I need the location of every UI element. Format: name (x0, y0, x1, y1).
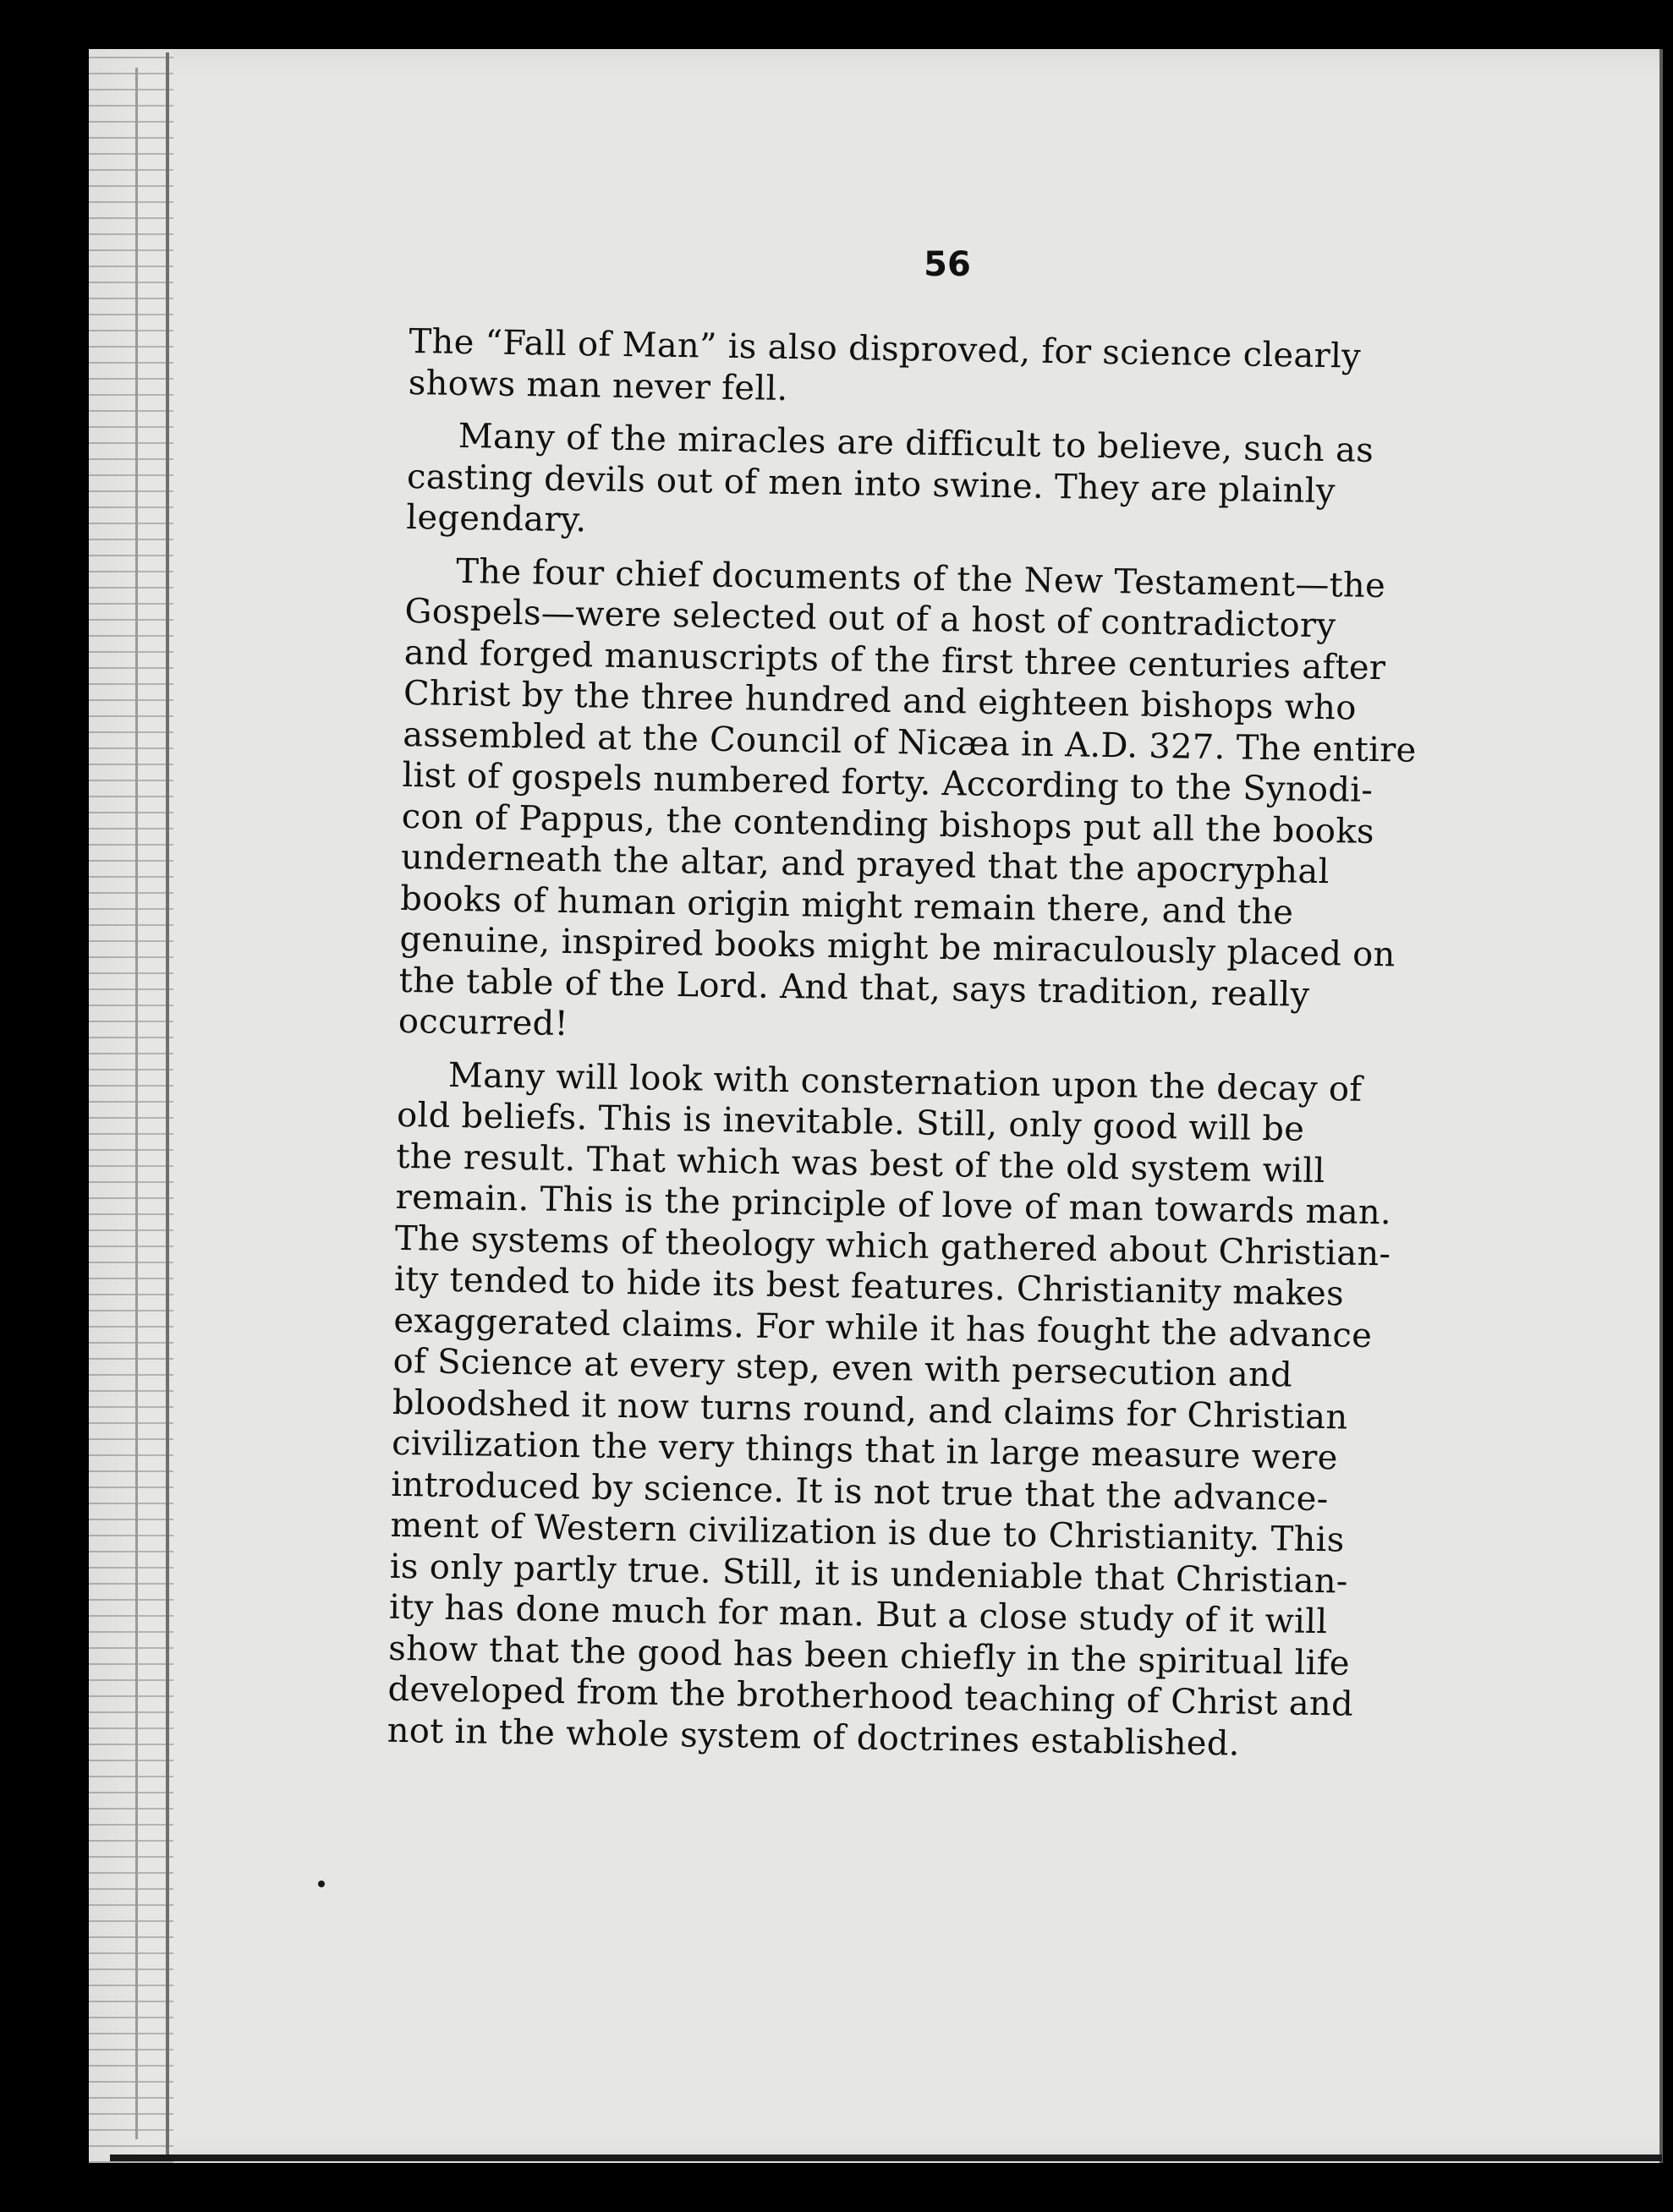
text-line: legendary. (405, 497, 587, 540)
text-line: introduced by science. It is not true that the advance- (391, 1465, 1329, 1519)
text-line: not in the whole system of doctrines established. (387, 1711, 1241, 1764)
paragraph (406, 415, 1465, 555)
text-line: ity has done much for man. But a close study of it will (388, 1587, 1328, 1642)
text-line: assembled at the Council of Nicæa in A.D. 327. The entire (402, 715, 1417, 770)
text-line: The four chief documents of the New Testament—the (456, 551, 1386, 605)
text-line: the table of the Lord. And that, says tradition, really (398, 961, 1310, 1015)
page-right-edge (1659, 49, 1663, 2163)
text-line: of Science at every step, even with persecution and (392, 1341, 1293, 1395)
text-line: casting devils out of men into swine. They are plainly (406, 457, 1336, 511)
paragraph (398, 550, 1463, 1059)
text-line: underneath the altar, and prayed that the apocryphal (400, 837, 1330, 892)
text-line: genuine, inspired books might be miraculously placed on (399, 919, 1396, 975)
text-line: shows man never fell. (408, 363, 788, 408)
binding-shadow-line (135, 68, 138, 2139)
text-line: developed from the brotherhood teaching of Christ and (387, 1669, 1354, 1724)
text-line: ment of Western civilization is due to Christianity. This (390, 1505, 1345, 1560)
text-line: remain. This is the principle of love of man towards man. (395, 1177, 1392, 1233)
text-line: Many will look with consternation upon the decay of (447, 1055, 1363, 1109)
text-line: list of gospels numbered forty. According to the Synodi- (402, 755, 1374, 810)
body-text (387, 321, 1467, 1779)
page-number: 56 (924, 245, 971, 284)
text-line: Gospels—were selected out of a host of contradictory (404, 591, 1336, 646)
binding-gutter-line (166, 52, 169, 2158)
text-line: ity tended to hide its best features. Christianity makes (393, 1259, 1345, 1314)
text-line: show that the good has been chiefly in the spiritual life (387, 1629, 1351, 1684)
text-line: occurred! (398, 1001, 569, 1044)
text-line: old beliefs. This is inevitable. Still, only good will be (396, 1095, 1305, 1149)
paragraph (387, 1054, 1455, 1767)
text-line: Christ by the three hundred and eighteen bishops who (403, 673, 1358, 728)
text-line: the result. That which was best of the old system will (396, 1136, 1325, 1191)
text-line: exaggerated claims. For while it has fought the advance (393, 1300, 1373, 1355)
page-bottom-edge (110, 2155, 1662, 2161)
ink-speck (318, 1881, 325, 1887)
text-line: con of Pappus, the contending bishops put all the books (401, 797, 1375, 851)
text-line: Many of the miracles are difficult to believe, such as (458, 416, 1374, 470)
text-line: and forged manuscripts of the first three centuries after (403, 632, 1386, 687)
paragraph (408, 321, 1466, 420)
text-line: The “Fall of Man” is also disproved, for science clearly (409, 321, 1362, 376)
text-line: bloodshed it now turns round, and claims for Christian (392, 1382, 1348, 1437)
text-line: civilization the very things that in large measure were (391, 1423, 1339, 1478)
text-line: books of human origin might remain there, and the (399, 879, 1294, 933)
page-binding-edge (89, 49, 173, 2163)
text-line: The systems of theology which gathered about Christian- (394, 1218, 1391, 1273)
text-line: is only partly true. Still, it is undeniable that Christian- (389, 1547, 1349, 1602)
